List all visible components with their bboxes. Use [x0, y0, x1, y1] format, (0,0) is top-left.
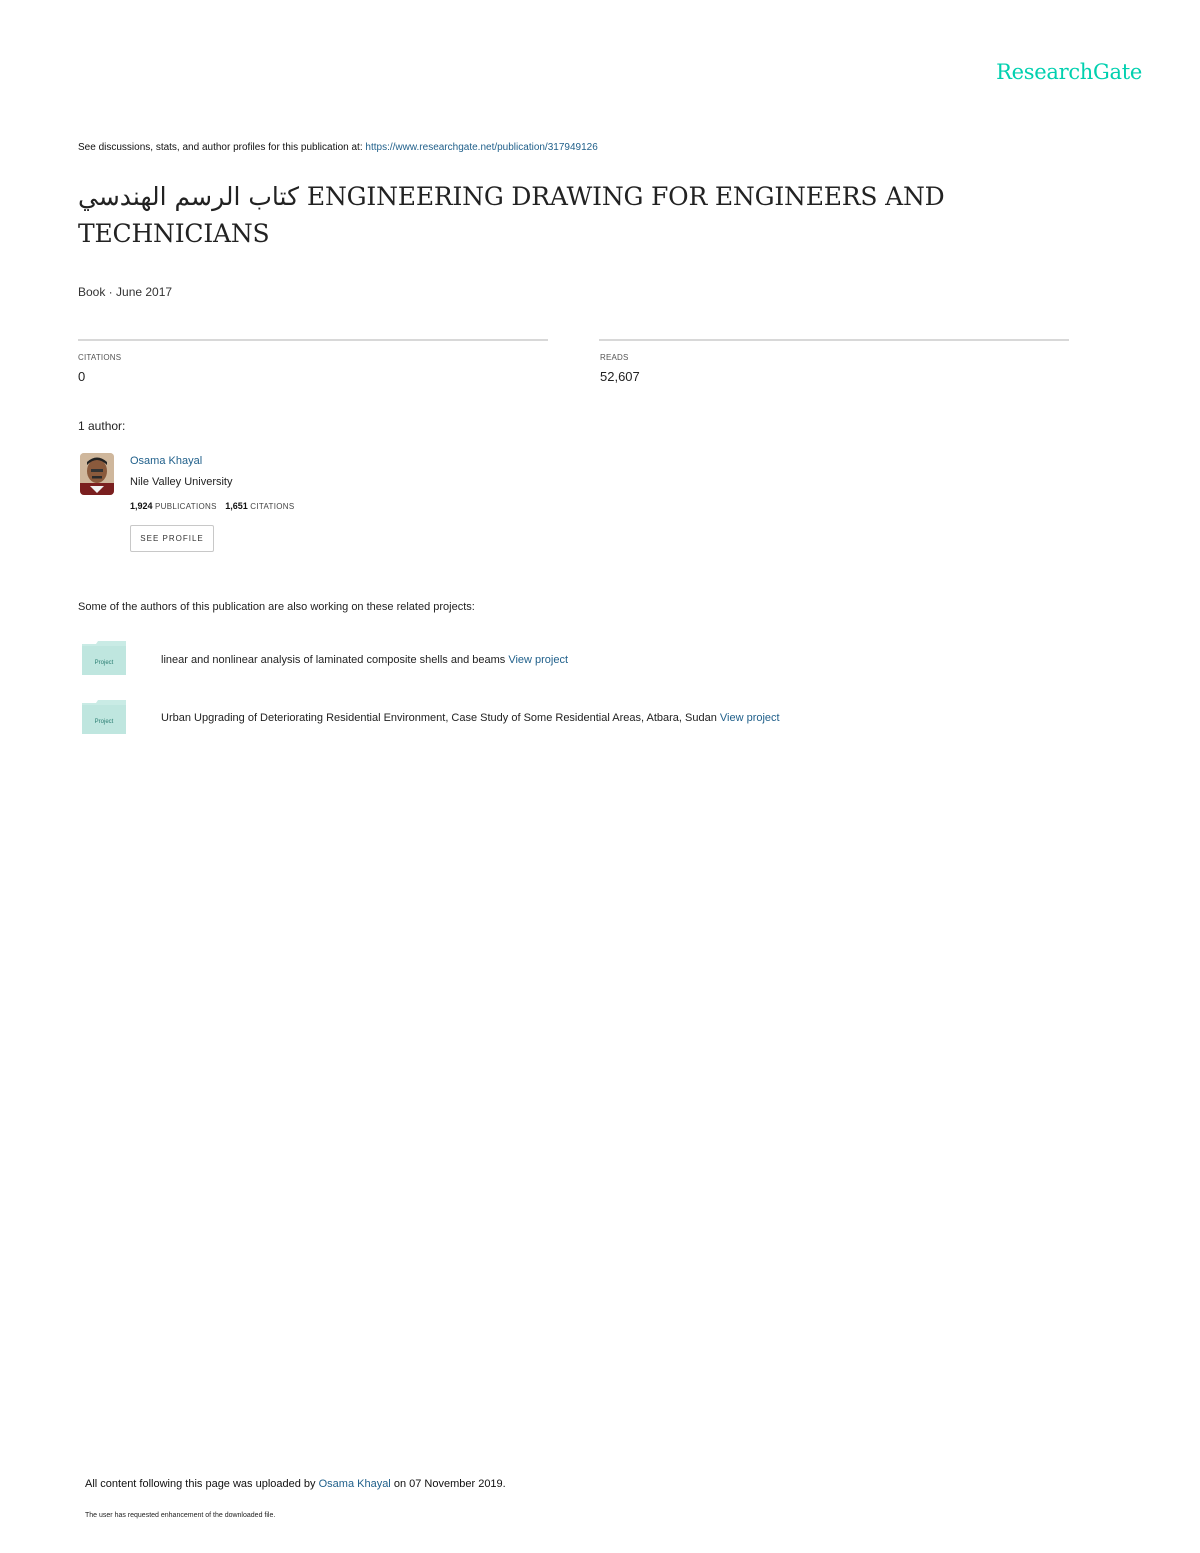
author-citations-label: CITATIONS: [250, 502, 295, 511]
publication-source-line: [78, 142, 598, 153]
view-project-link[interactable]: View project: [508, 654, 569, 666]
publication-meta: Book · June 2017: [78, 285, 173, 299]
see-profile-button[interactable]: SEE PROFILE: [130, 525, 214, 552]
project-title: Urban Upgrading of Deteriorating Residential Environment, Case Study of Some Residential Areas, Atbara, Sudan: [161, 712, 720, 724]
upload-suffix: on 07 November 2019.: [390, 1478, 506, 1490]
reads-label: READS: [600, 353, 629, 362]
uploader-link[interactable]: Osama Khayal: [318, 1478, 391, 1490]
project-folder-icon: [82, 700, 126, 734]
folder-label: Project: [94, 660, 114, 666]
related-projects-heading: Some of the authors of this publication are also working on these related projects:: [78, 601, 475, 613]
view-project-link[interactable]: View project: [719, 712, 780, 724]
author-publications-label: PUBLICATIONS: [155, 502, 217, 511]
researchgate-logo: ResearchGate: [996, 60, 1142, 84]
citations-value: 0: [78, 369, 86, 384]
project-item: [161, 654, 568, 666]
source-intro-text: See discussions, stats, and author profiles for this publication at:: [78, 142, 366, 153]
upload-info: [85, 1478, 506, 1490]
citations-label: CITATIONS: [78, 353, 122, 362]
enhancement-note: The user has requested enhancement of the downloaded file.: [85, 1512, 276, 1519]
author-institution: Nile Valley University: [130, 476, 233, 488]
author-photo-icon: [80, 453, 114, 495]
project-item: [161, 712, 780, 724]
publication-url-link[interactable]: https://www.researchgate.net/publication/317949126: [365, 142, 598, 153]
author-stats: [130, 501, 300, 511]
author-publications-count: 1,924: [130, 501, 153, 511]
author-citations-count: 1,651: [225, 501, 248, 511]
author-name-link[interactable]: Osama Khayal: [130, 455, 203, 467]
citations-divider: [78, 339, 548, 341]
upload-prefix: All content following this page was uploaded by: [85, 1478, 319, 1490]
project-folder-icon: [82, 641, 126, 675]
reads-divider: [599, 339, 1069, 341]
authors-heading: 1 author:: [78, 419, 126, 433]
project-title: linear and nonlinear analysis of laminated composite shells and beams: [161, 654, 509, 666]
publication-title: كتاب الرسم الهندسي ENGINEERING DRAWING FOR ENGINEERS AND TECHNICIANS: [78, 182, 945, 248]
author-avatar[interactable]: [80, 453, 114, 495]
folder-label: Project: [94, 719, 114, 725]
reads-value: 52,607: [600, 369, 640, 384]
